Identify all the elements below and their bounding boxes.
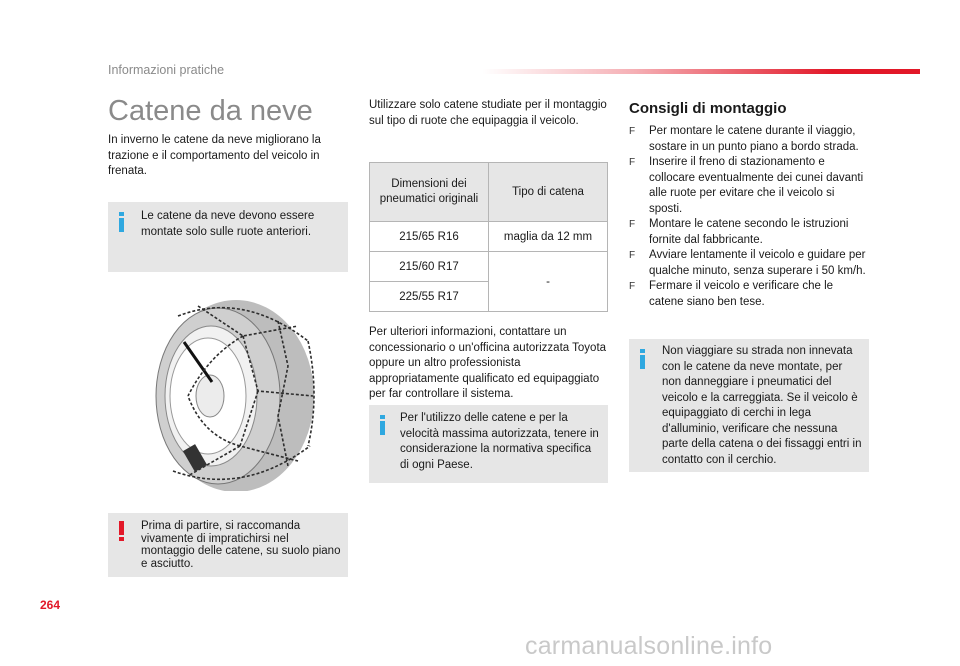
list-item — [629, 279, 869, 310]
section-title: Informazioni pratiche — [108, 63, 225, 77]
table-cell-size: 215/60 R17 — [370, 252, 489, 282]
table-row — [370, 252, 608, 282]
info-note-front-wheels — [108, 202, 348, 272]
header-accent-bar — [482, 69, 920, 74]
mounting-tips-list — [629, 124, 869, 310]
list-item-text: Fermare il veicolo e verificare che le catene siano ben tese. — [649, 280, 834, 308]
page-number: 264 — [40, 598, 61, 612]
warning-note-text: Prima di partire, si raccomanda vivamente di impratichirsi nel montaggio delle catene, su suolo piano e asciutto. — [141, 520, 341, 570]
table-cell-size: 225/55 R17 — [370, 282, 489, 312]
info-note-text: Non viaggiare su strada non innevata con le catene da neve montate, per non danneggiare i pneumatici del veicolo e la carreggiata. Se il veicolo è equipaggiato di cerchi in lega d'alluminio, verificare che nessuna parte della catena o dei fissaggi entri in contatto con il cerchio. — [662, 345, 862, 466]
page-title: Catene da neve — [108, 95, 313, 127]
list-item-text: Montare le catene secondo le istruzioni fornite dal fabbricante. — [649, 218, 849, 246]
table-cell-size: 215/65 R16 — [370, 222, 489, 252]
list-item-text: Inserire il freno di stazionamento e collocare eventualmente dei cunei davanti alle ruote per evitare che il veicolo si sposti. — [649, 156, 864, 215]
list-item — [629, 248, 869, 279]
table-row — [370, 222, 608, 252]
watermark: carmanualsonline.info — [525, 632, 773, 660]
warning-note-practice — [108, 513, 348, 577]
list-item — [629, 124, 869, 155]
bullet-glyph-icon: F — [629, 219, 636, 230]
table-header-row — [370, 163, 608, 222]
table-cell-chain: - — [489, 252, 608, 312]
info-note-text: Per l'utilizzo delle catene e per la velocità massima autorizzata, tenere in considerazione la normativa specifica di ogni Paese. — [400, 412, 599, 471]
chains-usage-paragraph: Utilizzare solo catene studiate per il montaggio sul tipo di ruote che equipaggia il veicolo. — [369, 99, 607, 127]
list-item — [629, 155, 869, 217]
tyre-chain-table — [369, 162, 608, 312]
bullet-glyph-icon: F — [629, 157, 636, 168]
list-item — [629, 217, 869, 248]
list-item-text: Per montare le catene durante il viaggio, sostare in un punto piano a bordo strada. — [649, 125, 859, 153]
table-header-cell: Dimensioni dei pneumatici originali — [370, 163, 489, 222]
bullet-glyph-icon: F — [629, 250, 636, 261]
list-item-text: Avviare lentamente il veicolo e guidare per qualche minuto, senza superare i 50 km/h. — [649, 249, 866, 277]
info-note-alloy-wheels — [629, 339, 869, 472]
snow-chain-tyre-illustration — [148, 296, 328, 491]
mounting-tips-heading: Consigli di montaggio — [629, 100, 787, 117]
bullet-glyph-icon: F — [629, 126, 636, 137]
info-note-regulations — [369, 405, 608, 483]
intro-paragraph: In inverno le catene da neve migliorano la trazione e il comportamento del veicolo in frenata. — [108, 134, 321, 177]
table-header-cell: Tipo di catena — [489, 163, 608, 222]
more-info-paragraph: Per ulteriori informazioni, contattare un concessionario o un'officina autorizzata Toyota oppure un altro professionista appropriatamente qualificato ed equipaggiato per far controllare il sistema. — [369, 326, 607, 400]
table-cell-chain: maglia da 12 mm — [489, 222, 608, 252]
info-note-text: Le catene da neve devono essere montate solo sulle ruote anteriori. — [141, 210, 315, 238]
bullet-glyph-icon: F — [629, 281, 636, 292]
